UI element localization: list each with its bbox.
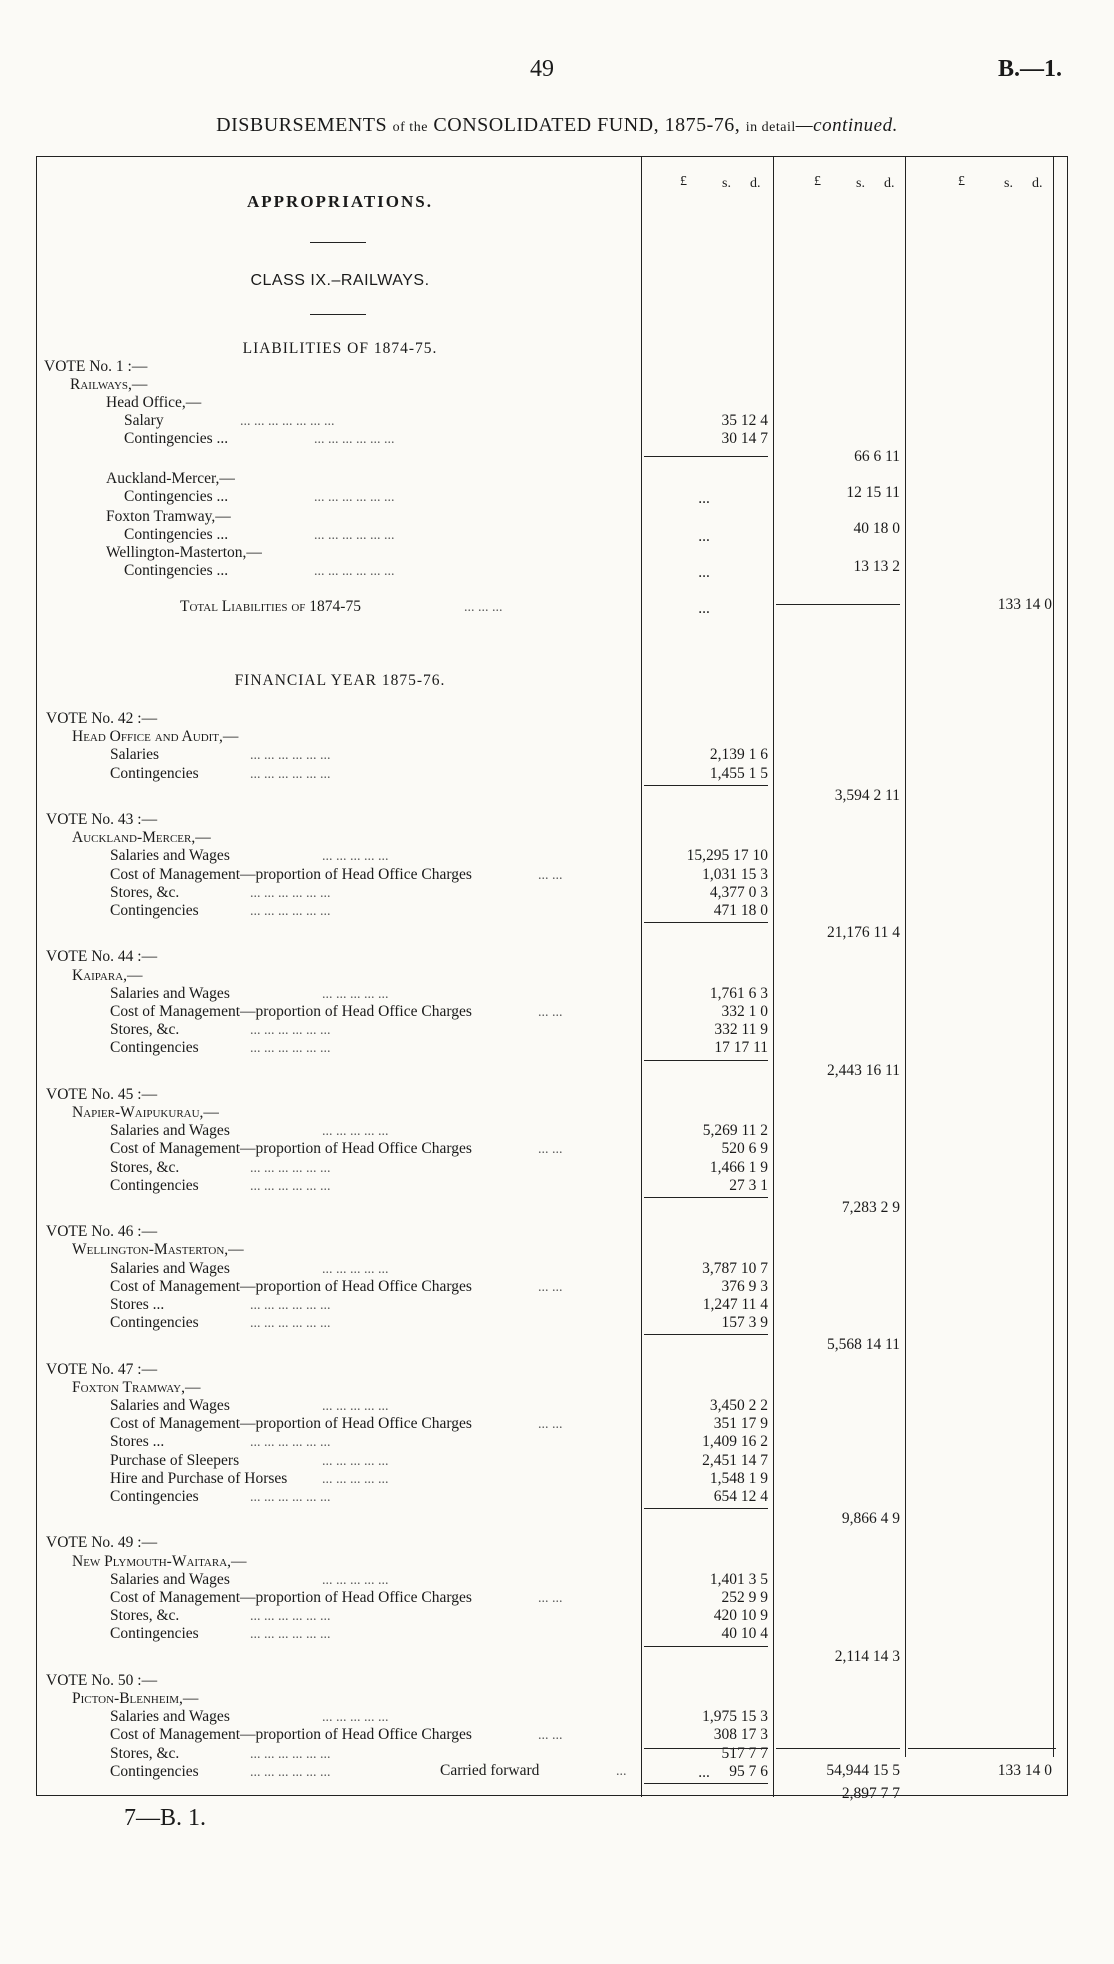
vote-item-label: Contingencies (110, 1488, 199, 1505)
column-divider-4 (1053, 157, 1054, 1757)
vote-item-label: Salaries and Wages (110, 1122, 230, 1140)
vote-heading: VOTE No. 44 :— (46, 948, 158, 966)
liabilities-dept: Railways,— (70, 376, 148, 393)
liabilities-heading: LIABILITIES OF 1874-75. (242, 340, 438, 357)
vote-item-amount: 1,975 15 3 (702, 1708, 768, 1726)
vote-total: 3,594 2 11 (834, 786, 900, 804)
carried-col2: 54,944 15 5 (826, 1762, 900, 1779)
liabilities-vote: VOTE No. 1 :— (44, 358, 148, 375)
vote-item-label: Stores, &c. (110, 883, 180, 901)
class-heading: CLASS IX.–RAILWAYS. (250, 272, 430, 289)
vote-item-label: Cost of Management—proportion of Head Office Charges (110, 865, 472, 883)
title-part-1: DISBURSEMENTS (216, 114, 388, 136)
vote-item-label: Cost of Management—proportion of Head Office Charges (110, 1415, 472, 1433)
page-title (0, 114, 1114, 137)
vote-subtotal-rule (644, 1334, 768, 1335)
vote-item-amount: 1,031 15 3 (702, 865, 768, 883)
vote-total: 5,568 14 11 (826, 1336, 900, 1354)
column-divider-3 (905, 157, 906, 1757)
carried-col3: 133 14 0 (997, 1762, 1052, 1779)
vote-item-amount: 2,451 14 7 (702, 1451, 768, 1469)
vote-heading: VOTE No. 42 :— (46, 710, 158, 727)
vote-subtotal-rule (644, 785, 768, 786)
vote-item-label: Stores, &c. (110, 1744, 180, 1762)
vote-department: Wellington-Masterton,— (72, 1241, 244, 1259)
vote-item-label: Salaries and Wages (110, 1259, 230, 1277)
vote-heading: VOTE No. 50 :— (46, 1671, 158, 1689)
vote-item-amount: 15,295 17 10 (686, 847, 768, 865)
vote-department: Picton-Blenheim,— (72, 1690, 199, 1707)
vote-item-label: Contingencies (110, 1039, 199, 1057)
vote-total: 2,897 7 7 (841, 1785, 900, 1802)
vote-item-amount: 517 7 7 (721, 1744, 768, 1762)
appropriations-heading: APPROPRIATIONS. (247, 192, 433, 211)
vote-item-label: Stores ... (110, 1433, 165, 1451)
foxton-amount: 40 18 0 (853, 520, 900, 537)
vote-item-label: Cost of Management—proportion of Head Office Charges (110, 1140, 472, 1158)
title-continued: —continued. (795, 115, 898, 136)
vote-item-amount: 332 11 9 (714, 1021, 768, 1039)
vote-subtotal-rule (644, 1508, 768, 1509)
title-part-2: of the (392, 120, 428, 135)
contingencies-amount: 30 14 7 (721, 430, 768, 447)
vote-item-label: Contingencies (110, 1176, 199, 1194)
vote-item-amount: 1,409 16 2 (702, 1433, 768, 1451)
vote-total: 2,443 16 11 (826, 1061, 900, 1079)
vote-heading: VOTE No. 46 :— (46, 1223, 158, 1241)
col1-shilling-header: s. (722, 176, 731, 191)
vote-department: Foxton Tramway,— (72, 1378, 201, 1396)
vote-item-amount: 376 9 3 (721, 1277, 768, 1295)
col3-shilling-header: s. (1004, 176, 1013, 191)
vote-subtotal-rule (644, 1060, 768, 1061)
wellington-col1-nil: ... (698, 564, 710, 581)
vote-item-amount: 252 9 9 (721, 1589, 768, 1606)
vote-item-label: Stores, &c. (110, 1158, 180, 1176)
vote-heading: VOTE No. 43 :— (46, 811, 158, 828)
vote-item-label: Cost of Management—proportion of Head Office Charges (110, 1726, 472, 1744)
vote-total: 7,283 2 9 (841, 1199, 900, 1216)
vote-department: New Plymouth-Waitara,— (72, 1552, 247, 1570)
col2-shilling-header: s. (856, 176, 865, 191)
vote-total: 21,176 11 4 (826, 924, 900, 942)
vote-item-label: Stores, &c. (110, 1021, 180, 1039)
subtotal-rule (644, 456, 768, 457)
carried-rule-col1 (644, 1748, 768, 1749)
col3-pound-header: £ (958, 174, 965, 189)
vote-total: 9,866 4 9 (841, 1510, 900, 1528)
vote-item-label: Contingencies (110, 764, 199, 782)
vote-item-amount: 520 6 9 (721, 1140, 768, 1158)
vote-item-amount: 1,466 1 9 (709, 1158, 768, 1176)
vote-item-amount: 5,269 11 2 (702, 1122, 768, 1140)
page-number: 49 (530, 56, 554, 82)
vote-item-amount: 157 3 9 (721, 1314, 768, 1332)
vote-item-label: Salaries and Wages (110, 1708, 230, 1726)
vote-item-label: Stores ... (110, 1296, 165, 1313)
vote-item-label: Purchase of Sleepers (110, 1451, 240, 1469)
auckland-amount: 12 15 11 (846, 484, 900, 501)
vote-item-amount: 1,401 3 5 (709, 1570, 768, 1588)
contingencies-label: Contingencies ... (124, 430, 229, 447)
vote-heading: VOTE No. 47 :— (46, 1360, 158, 1378)
vote-subtotal-rule (644, 1646, 768, 1647)
foxton-col1-nil: ... (698, 528, 710, 545)
column-divider-1 (641, 157, 642, 1797)
carried-rule-col3 (908, 1748, 1056, 1749)
vote-item-amount: 40 10 4 (721, 1625, 768, 1643)
footer-reference: 7—B. 1. (124, 1805, 207, 1831)
vote-item-label: Salaries (110, 746, 160, 764)
vote-item-amount: 4,377 0 3 (709, 883, 768, 901)
vote-item-amount: 332 1 0 (721, 1003, 768, 1020)
vote-item-amount: 654 12 4 (713, 1488, 768, 1505)
vote-item-amount: 95 7 6 (729, 1762, 768, 1780)
vote-item-amount: 17 17 11 (714, 1039, 768, 1057)
financial-year-heading: FINANCIAL YEAR 1875-76. (234, 672, 446, 689)
vote-subtotal-rule (644, 1197, 768, 1198)
heading-divider-2 (310, 314, 366, 315)
vote-heading: VOTE No. 49 :— (46, 1534, 158, 1552)
vote-department: Kaipara,— (72, 966, 143, 984)
head-office-label: Head Office,— (106, 394, 202, 411)
vote-item-label: Salaries and Wages (110, 847, 230, 865)
salary-label: Salary (124, 412, 164, 429)
vote-item-amount: 27 3 1 (729, 1176, 768, 1194)
vote-item-label: Cost of Management—proportion of Head Office Charges (110, 1277, 472, 1295)
carried-col1: ... (698, 1764, 710, 1781)
vote-item-amount: 471 18 0 (713, 902, 768, 919)
title-part-3: CONSOLIDATED FUND, 1875-76, (433, 114, 741, 136)
foxton-contingencies: Contingencies ... (124, 526, 229, 543)
salary-amount: 35 12 4 (721, 412, 768, 429)
vote-item-label: Salaries and Wages (110, 1397, 230, 1414)
vote-subtotal-rule (644, 1783, 768, 1784)
vote-item-label: Salaries and Wages (110, 1570, 230, 1588)
col3-pence-header: d. (1032, 176, 1043, 191)
col2-pound-header: £ (814, 174, 821, 189)
total-liabilities-amount: 133 14 0 (997, 596, 1052, 613)
auckland-col1-nil: ... (698, 490, 710, 507)
vote-item-amount: 351 17 9 (713, 1415, 768, 1433)
vote-heading: VOTE No. 45 :— (46, 1085, 158, 1103)
vote-item-label: Contingencies (110, 1625, 199, 1643)
heading-divider-1 (310, 242, 366, 243)
vote-item-label: Cost of Management—proportion of Head Office Charges (110, 1003, 472, 1020)
vote-item-amount: 308 17 3 (713, 1726, 768, 1744)
wellington-amount: 13 13 2 (853, 558, 900, 575)
wellington-contingencies: Contingencies ... (124, 562, 229, 579)
vote-item-label: Contingencies (110, 902, 199, 919)
vote-item-amount: 1,455 1 5 (709, 764, 768, 782)
col1-pence-header: d. (750, 176, 761, 191)
vote-total: 2,114 14 3 (834, 1647, 900, 1665)
document-reference: B.—1. (997, 56, 1062, 82)
total-liabilities-label: Total Liabilities of 1874-75 (180, 598, 361, 615)
vote-item-amount: 420 10 9 (713, 1607, 768, 1625)
vote-subtotal-rule (644, 922, 768, 923)
auckland-label: Auckland-Mercer,— (106, 470, 235, 487)
vote-item-amount: 3,450 2 2 (709, 1397, 768, 1414)
wellington-label: Wellington-Masterton,— (106, 544, 262, 561)
vote-item-amount: 2,139 1 6 (709, 746, 768, 764)
vote-item-label: Hire and Purchase of Horses (110, 1469, 288, 1487)
vote-item-amount: 1,761 6 3 (709, 984, 768, 1002)
vote-item-label: Contingencies (110, 1314, 199, 1332)
vote-item-amount: 1,247 11 4 (702, 1296, 768, 1313)
vote-item-amount: 3,787 10 7 (702, 1259, 768, 1277)
vote-department: Auckland-Mercer,— (72, 829, 211, 847)
vote-item-label: Contingencies (110, 1762, 199, 1780)
column-divider-2 (773, 157, 774, 1797)
vote-item-label: Salaries and Wages (110, 984, 230, 1002)
vote-item-label: Stores, &c. (110, 1607, 180, 1625)
vote-item-amount: 1,548 1 9 (709, 1469, 768, 1487)
foxton-label: Foxton Tramway,— (106, 508, 231, 525)
vote-department: Head Office and Audit,— (72, 728, 239, 746)
head-office-total: 66 6 11 (854, 448, 900, 465)
title-part-4: in detail (745, 120, 796, 135)
carried-rule-col2 (776, 1748, 900, 1749)
col2-pence-header: d. (884, 176, 895, 191)
total-liabilities-col1-nil: ... (698, 600, 710, 617)
col1-pound-header: £ (680, 174, 687, 189)
total-liabilities-rule (776, 604, 900, 605)
auckland-contingencies: Contingencies ... (124, 488, 229, 505)
carried-forward-label: Carried forward (440, 1762, 540, 1779)
vote-item-label: Cost of Management—proportion of Head Office Charges (110, 1589, 472, 1606)
vote-department: Napier-Waipukurau,— (72, 1104, 219, 1121)
